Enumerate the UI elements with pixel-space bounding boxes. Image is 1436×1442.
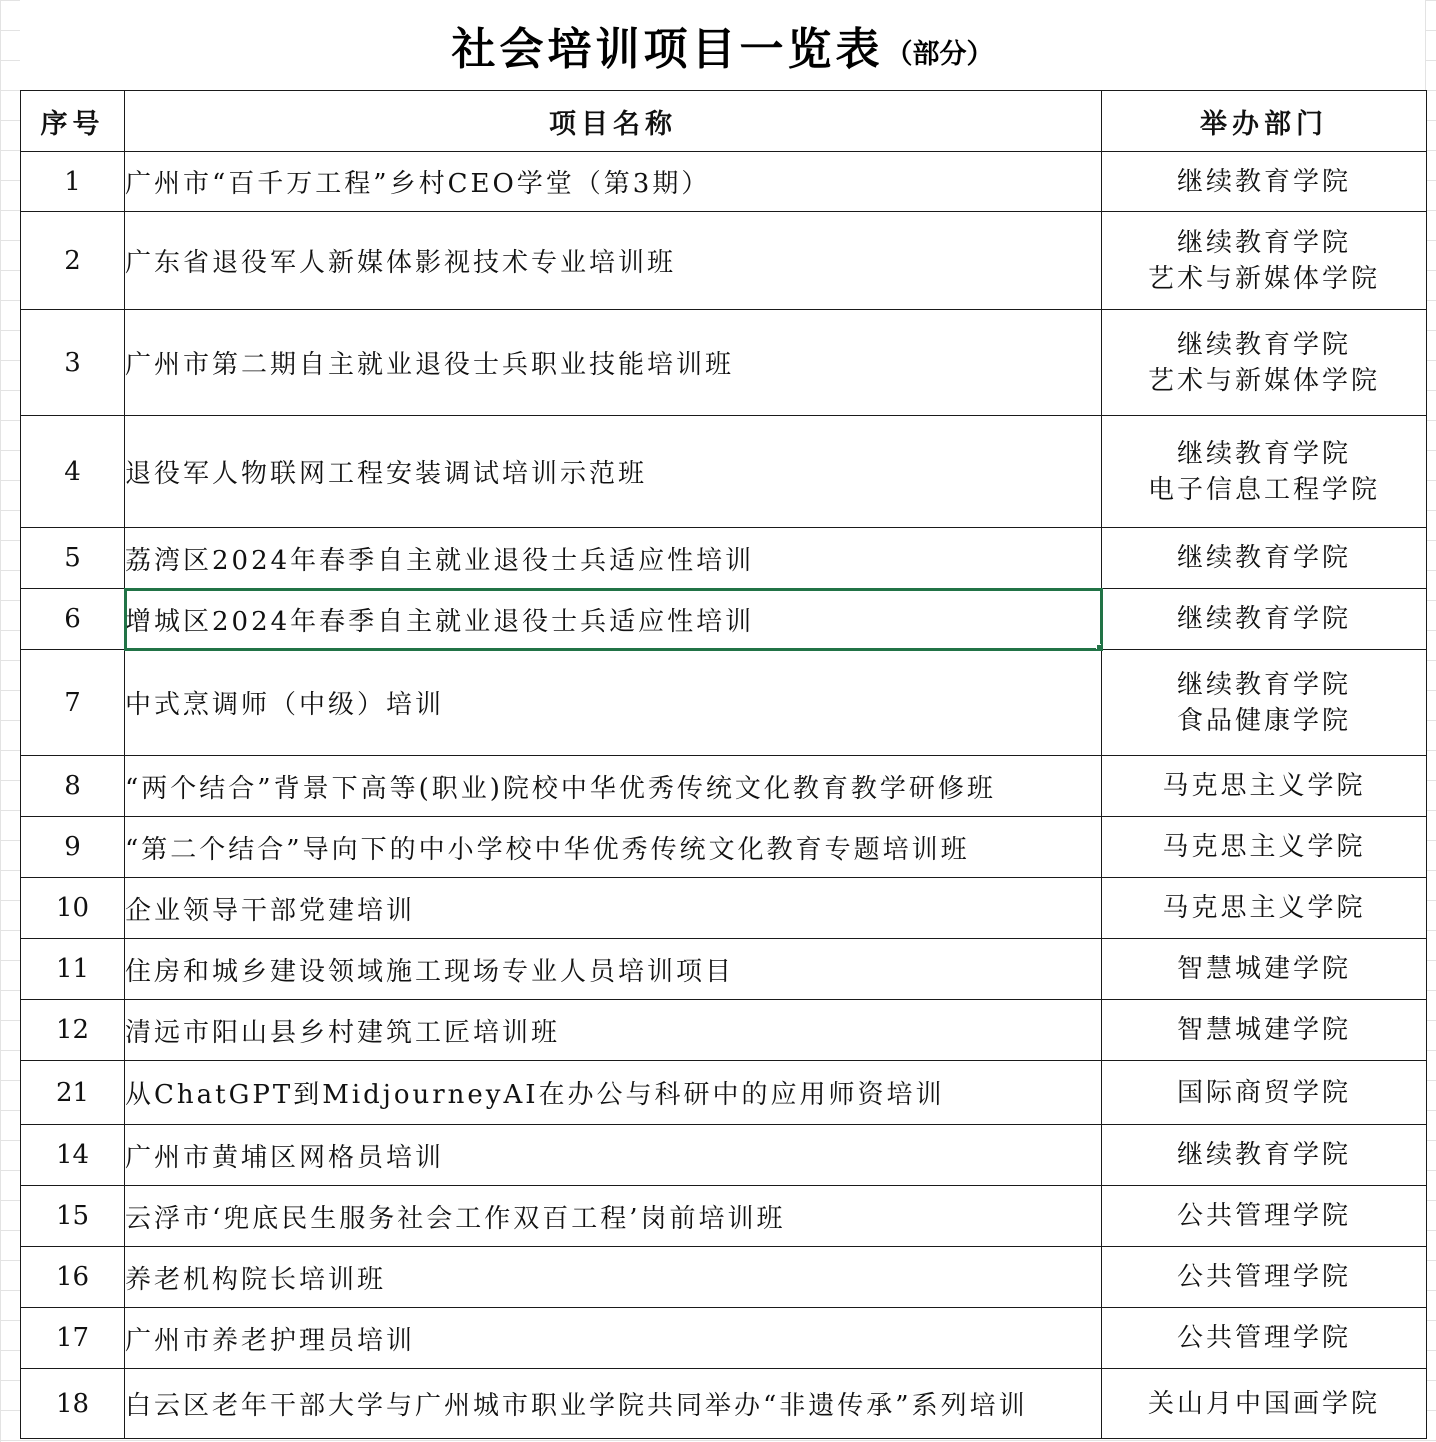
department-line: 继续教育学院: [1176, 1140, 1351, 1170]
department-line: 继续教育学院: [1176, 329, 1351, 360]
cell-department[interactable]: [1102, 756, 1427, 817]
cell-index[interactable]: 12: [21, 1000, 125, 1061]
department-line: 继续教育学院: [1176, 669, 1351, 700]
table-row: [21, 650, 1427, 756]
project-name-text: 荔湾区2024年春季自主就业退役士兵适应性培训: [125, 545, 755, 576]
cell-index[interactable]: 1: [21, 152, 125, 212]
cell-index[interactable]: 9: [21, 817, 125, 878]
table-row: [21, 310, 1427, 416]
cell-index[interactable]: 21: [21, 1061, 125, 1125]
cell-department[interactable]: [1102, 1186, 1427, 1247]
department-line: 艺术与新媒体学院: [1147, 263, 1380, 294]
project-name-text: 中式烹调师（中级）培训: [125, 690, 445, 720]
cell-project-name[interactable]: [125, 1247, 1102, 1308]
cell-project-name[interactable]: [125, 817, 1102, 878]
table-row: [21, 939, 1427, 1000]
table-row: [21, 528, 1427, 589]
table-body: [21, 152, 1427, 1439]
cell-index[interactable]: 11: [21, 939, 125, 1000]
table-row: [21, 416, 1427, 528]
table-row: [21, 1247, 1427, 1308]
table-row: [21, 212, 1427, 310]
table-row: [21, 1186, 1427, 1247]
table-row: [21, 1308, 1427, 1369]
cell-project-name[interactable]: [125, 1369, 1102, 1439]
header-name[interactable]: 项目名称: [125, 91, 1102, 152]
cell-project-name[interactable]: [125, 528, 1102, 589]
header-index[interactable]: 序号: [21, 91, 125, 152]
cell-project-name[interactable]: [125, 1061, 1102, 1125]
cell-project-name[interactable]: [125, 1308, 1102, 1369]
cell-department[interactable]: [1102, 1369, 1427, 1439]
department-line: 继续教育学院: [1176, 166, 1351, 197]
table-row: [21, 589, 1427, 650]
cell-index[interactable]: 4: [21, 416, 125, 528]
table-row: [21, 817, 1427, 878]
cell-index[interactable]: 18: [21, 1369, 125, 1439]
project-name-text: 退役军人物联网工程安装调试培训示范班: [125, 459, 648, 489]
project-name-text: 云浮市‘兜底民生服务社会工作双百工程’岗前培训班: [125, 1203, 786, 1234]
department-line: 智慧城建学院: [1176, 954, 1351, 984]
project-name-text: 广州市第二期自主就业退役士兵职业技能培训班: [125, 350, 735, 380]
cell-project-name[interactable]: [125, 756, 1102, 817]
project-name-text: 从ChatGPT到MidjourneyAI在办公与科研中的应用师资培训: [125, 1080, 945, 1110]
cell-department[interactable]: [1102, 589, 1427, 650]
cell-department[interactable]: [1102, 878, 1427, 939]
cell-department[interactable]: [1102, 1000, 1427, 1061]
header-department[interactable]: 举办部门: [1102, 91, 1427, 152]
table-row: [21, 1125, 1427, 1186]
department-line: 公共管理学院: [1176, 1323, 1351, 1353]
project-name-text: 清远市阳山县乡村建筑工匠培训班: [125, 1017, 561, 1048]
training-projects-table: [20, 90, 1427, 1439]
project-name-text: 广州市养老护理员培训: [125, 1325, 416, 1356]
cell-project-name[interactable]: [125, 310, 1102, 416]
department-line: 马克思主义学院: [1162, 771, 1366, 801]
project-name-text: 企业领导干部党建培训: [125, 895, 416, 926]
project-name-text: “第二个结合”导向下的中小学校中华优秀传统文化教育专题培训班: [125, 834, 970, 865]
cell-index[interactable]: 16: [21, 1247, 125, 1308]
sheet-title: [20, 0, 1425, 90]
page-title: 社会培训项目一览表: [451, 24, 884, 75]
cell-department[interactable]: [1102, 650, 1427, 756]
project-name-text: 住房和城乡建设领域施工现场专业人员培训项目: [125, 956, 735, 987]
department-line: 国际商贸学院: [1176, 1077, 1351, 1108]
cell-department[interactable]: [1102, 1061, 1427, 1125]
cell-department[interactable]: [1102, 817, 1427, 878]
department-line: 关山月中国画学院: [1147, 1388, 1380, 1419]
cell-project-name[interactable]: [125, 939, 1102, 1000]
cell-project-name[interactable]: [125, 589, 1102, 650]
table-row: [21, 878, 1427, 939]
fill-handle[interactable]: [1096, 644, 1102, 650]
cell-index[interactable]: 6: [21, 589, 125, 650]
cell-index[interactable]: 3: [21, 310, 125, 416]
cell-index[interactable]: 15: [21, 1186, 125, 1247]
department-line: 马克思主义学院: [1162, 832, 1366, 862]
cell-project-name[interactable]: [125, 1125, 1102, 1186]
table-row: [21, 152, 1427, 212]
department-line: 继续教育学院: [1176, 543, 1351, 573]
cell-index[interactable]: 8: [21, 756, 125, 817]
header-row: [21, 91, 1427, 152]
department-line: 继续教育学院: [1176, 438, 1351, 469]
project-name-text: 广东省退役军人新媒体影视技术专业培训班: [125, 248, 677, 278]
cell-index[interactable]: 7: [21, 650, 125, 756]
cell-index[interactable]: 2: [21, 212, 125, 310]
cell-project-name[interactable]: [125, 1186, 1102, 1247]
project-name-text: 广州市黄埔区网格员培训: [125, 1142, 445, 1173]
page-subtitle: （部分）: [885, 38, 994, 70]
department-line: 公共管理学院: [1176, 1201, 1351, 1231]
cell-project-name[interactable]: [125, 650, 1102, 756]
cell-index[interactable]: 5: [21, 528, 125, 589]
department-line: 电子信息工程学院: [1147, 474, 1380, 505]
cell-index[interactable]: 17: [21, 1308, 125, 1369]
project-name-text: 白云区老年干部大学与广州城市职业学院共同举办“非遗传承”系列培训: [125, 1391, 1028, 1421]
cell-department[interactable]: [1102, 152, 1427, 212]
table-row: [21, 1000, 1427, 1061]
department-line: 智慧城建学院: [1176, 1015, 1351, 1045]
department-line: 艺术与新媒体学院: [1147, 365, 1380, 396]
cell-index[interactable]: 14: [21, 1125, 125, 1186]
department-line: 公共管理学院: [1176, 1262, 1351, 1292]
cell-department[interactable]: [1102, 939, 1427, 1000]
cell-department[interactable]: [1102, 310, 1427, 416]
cell-department[interactable]: [1102, 1247, 1427, 1308]
project-name-text: 广州市“百千万工程”乡村CEO学堂（第3期）: [125, 169, 711, 199]
table-row: [21, 756, 1427, 817]
department-line: 马克思主义学院: [1162, 893, 1366, 923]
table-row: [21, 1061, 1427, 1125]
cell-department[interactable]: [1102, 416, 1427, 528]
cell-department[interactable]: [1102, 212, 1427, 310]
cell-project-name[interactable]: [125, 152, 1102, 212]
department-line: 继续教育学院: [1176, 604, 1351, 634]
cell-department[interactable]: [1102, 1308, 1427, 1369]
cell-project-name[interactable]: [125, 416, 1102, 528]
project-name-text: 增城区2024年春季自主就业退役士兵适应性培训: [125, 606, 755, 637]
cell-department[interactable]: [1102, 528, 1427, 589]
cell-department[interactable]: [1102, 1125, 1427, 1186]
cell-index[interactable]: 10: [21, 878, 125, 939]
cell-project-name[interactable]: [125, 1000, 1102, 1061]
department-line: 食品健康学院: [1176, 705, 1351, 736]
cell-project-name[interactable]: [125, 212, 1102, 310]
project-name-text: 养老机构院长培训班: [125, 1264, 387, 1295]
department-line: 继续教育学院: [1176, 227, 1351, 258]
project-name-text: “两个结合”背景下高等(职业)院校中华优秀传统文化教育教学研修班: [125, 773, 996, 804]
cell-project-name[interactable]: [125, 878, 1102, 939]
sheet-gridline: [1425, 0, 1426, 90]
table-row: [21, 1369, 1427, 1439]
